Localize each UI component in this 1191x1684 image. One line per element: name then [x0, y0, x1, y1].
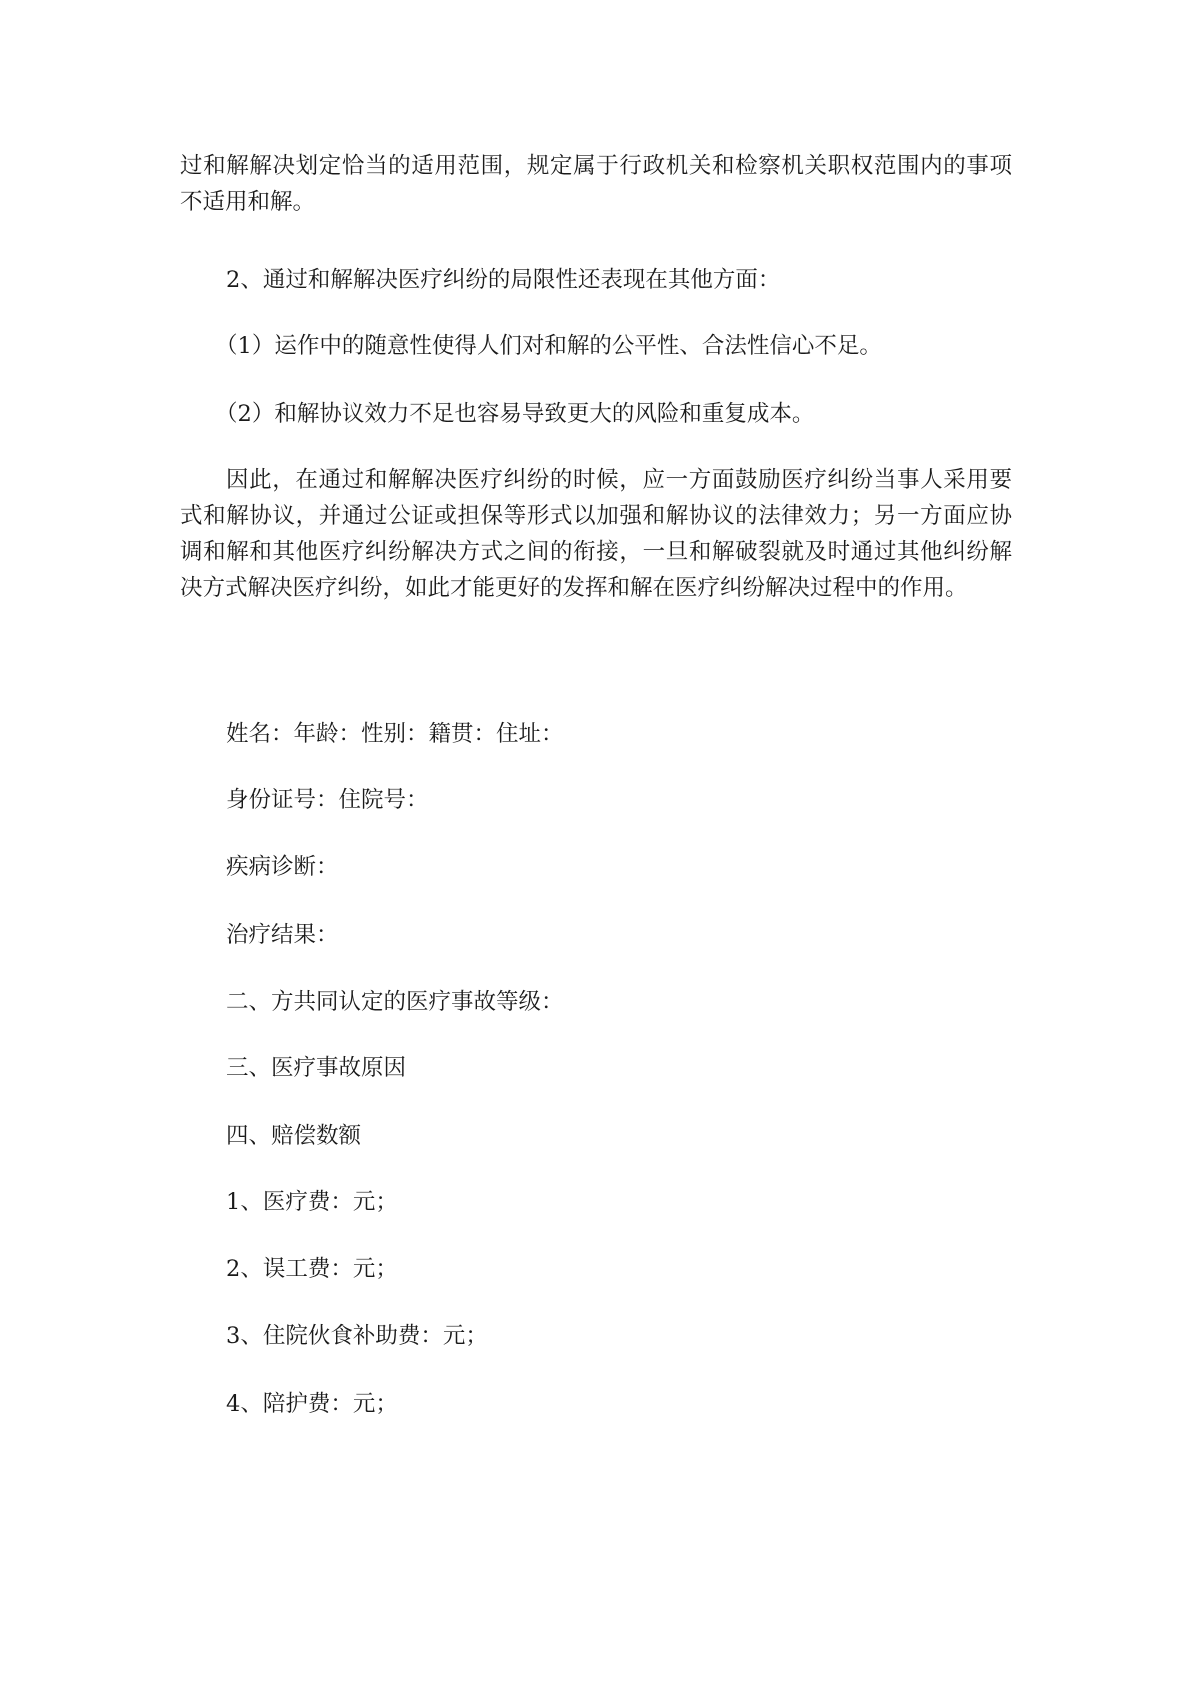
form-line-treatment-result: 治疗结果：	[226, 922, 339, 948]
section-heading-compensation: 四、赔偿数额	[226, 1123, 362, 1149]
paragraph-limitations-heading: 2、通过和解解决医疗纠纷的局限性还表现在其他方面：	[226, 267, 781, 293]
section-heading-accident-cause: 三、医疗事故原因	[226, 1055, 407, 1081]
compensation-item-meal-subsidy: 3、住院伙食补助费：元；	[226, 1323, 488, 1349]
paragraph-limitation-1: （1）运作中的随意性使得人们对和解的公平性、合法性信心不足。	[215, 333, 882, 359]
paragraph-conclusion: 因此，在通过和解解决医疗纠纷的时候，应一方面鼓励医疗纠纷当事人采用要式和解协议，并通过公证或担保等形式以加强和解协议的法律效力；另一方面应协调和解和其他医疗纠纷解决方式之间的衔接，一旦和解破裂就及时通过其他纠纷解决方式解决医疗纠纷，如此才能更好的发挥和解在医疗纠纷解决过程中的作用。	[180, 467, 1012, 601]
section-heading-accident-level: 二、方共同认定的医疗事故等级：	[226, 989, 564, 1015]
paragraph-limitation-2: （2）和解协议效力不足也容易导致更大的风险和重复成本。	[215, 401, 815, 427]
compensation-item-nursing-fee: 4、陪护费：元；	[226, 1391, 398, 1417]
compensation-item-medical-fee: 1、医疗费：元；	[226, 1189, 398, 1215]
paragraph-applicability-scope: 过和解解决划定恰当的适用范围，规定属于行政机关和检察机关职权范围内的事项不适用和解。	[180, 153, 1012, 215]
form-line-personal-info: 姓名：年龄：性别：籍贯：住址：	[226, 721, 564, 747]
compensation-item-lost-wages: 2、误工费：元；	[226, 1256, 398, 1282]
form-line-id-number: 身份证号：住院号：	[226, 787, 429, 813]
form-line-diagnosis: 疾病诊断：	[226, 854, 339, 880]
